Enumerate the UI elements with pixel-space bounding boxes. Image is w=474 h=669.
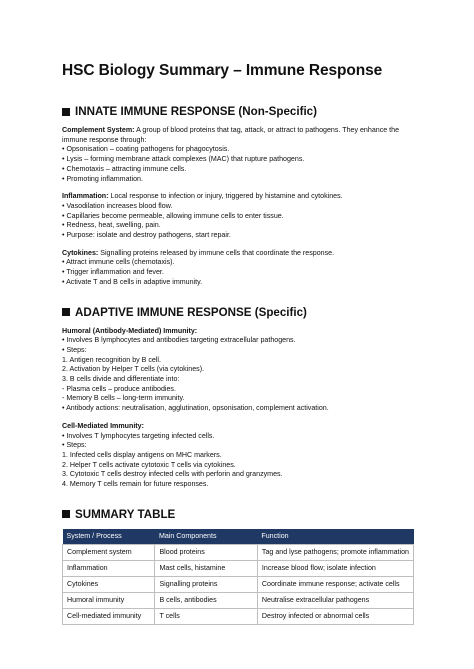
table-cell: Cytokines: [63, 576, 155, 592]
complement-intro-text: A group of blood proteins that tag, attack, or attract to pathogens. They enhance the immune response through:: [62, 126, 400, 144]
humoral-block: [62, 327, 414, 414]
list-item: 3. Cytotoxic T cells destroy infected cells with perforin and granzymes.: [62, 470, 283, 479]
humoral-label: Humoral (Antibody-Mediated) Immunity:: [62, 326, 198, 335]
list-item: • Purpose: isolate and destroy pathogens, start repair.: [62, 231, 231, 240]
list-item: • Opsonisation – coating pathogens for phagocytosis.: [62, 145, 230, 154]
square-bullet-icon: [62, 108, 70, 116]
table-cell: Inflammation: [63, 560, 155, 576]
cell-mediated-block: [62, 422, 414, 490]
list-item: 1. Infected cells display antigens on MHC markers.: [62, 450, 222, 459]
adaptive-heading-text: ADAPTIVE IMMUNE RESPONSE (Specific): [75, 305, 307, 319]
column-header: Main Components: [155, 529, 257, 545]
column-header: Function: [257, 529, 413, 545]
adaptive-heading: [62, 306, 414, 319]
table-cell: Coordinate immune response; activate cells: [257, 576, 413, 592]
list-item: • Involves T lymphocytes targeting infected cells.: [62, 431, 215, 440]
list-item: • Steps:: [62, 441, 87, 450]
table-cell: Complement system: [63, 544, 155, 560]
table-cell: Tag and lyse pathogens; promote inflammation: [257, 544, 413, 560]
list-item: • Chemotaxis – attracting immune cells.: [62, 164, 187, 173]
table-header-row: [63, 529, 414, 545]
list-item: 2. Helper T cells activate cytotoxic T cells via cytokines.: [62, 460, 236, 469]
list-item: 1. Antigen recognition by B cell.: [62, 355, 161, 364]
document-page: [62, 62, 414, 625]
list-item: - Memory B cells – long-term immunity.: [62, 394, 185, 403]
cytokines-label: Cytokines:: [62, 248, 99, 257]
inflammation-block: [62, 192, 414, 241]
list-item: • Attract immune cells (chemotaxis).: [62, 258, 175, 267]
table-row: [63, 560, 414, 576]
complement-label: Complement System:: [62, 126, 135, 134]
innate-heading: [62, 105, 414, 118]
table-cell: Signalling proteins: [155, 576, 257, 592]
summary-heading: [62, 508, 414, 521]
list-item: • Steps:: [62, 345, 87, 354]
list-item: • Activate T and B cells in adaptive immunity.: [62, 277, 203, 286]
complement-intro: [62, 126, 414, 145]
summary-table: [62, 529, 414, 625]
table-cell: T cells: [155, 608, 257, 624]
list-item: • Lysis – forming membrane attack complexes (MAC) that rupture pathogens.: [62, 155, 305, 164]
table-cell: B cells, antibodies: [155, 592, 257, 608]
list-item: • Involves B lymphocytes and antibodies targeting extracellular pathogens.: [62, 336, 296, 345]
cell-mediated-label: Cell-Mediated Immunity:: [62, 421, 144, 430]
list-item: 4. Memory T cells remain for future responses.: [62, 480, 209, 489]
list-item: • Trigger inflammation and fever.: [62, 268, 164, 277]
square-bullet-icon: [62, 308, 70, 316]
table-cell: Humoral immunity: [63, 592, 155, 608]
table-cell: Increase blood flow; isolate infection: [257, 560, 413, 576]
inflammation-label: Inflammation:: [62, 192, 109, 201]
list-item: 3. B cells divide and differentiate into:: [62, 375, 180, 384]
table-cell: Cell-mediated immunity: [63, 608, 155, 624]
table-cell: Blood proteins: [155, 544, 257, 560]
cytokines-block: [62, 249, 414, 288]
cytokines-intro: [62, 249, 414, 259]
list-item: • Redness, heat, swelling, pain.: [62, 221, 161, 230]
column-header: System / Process: [63, 529, 155, 545]
table-cell: Mast cells, histamine: [155, 560, 257, 576]
table-row: [63, 592, 414, 608]
list-item: 2. Activation by Helper T cells (via cytokines).: [62, 365, 205, 374]
table-cell: Destroy infected or abnormal cells: [257, 608, 413, 624]
complement-block: [62, 126, 414, 184]
table-row: [63, 608, 414, 624]
inflammation-intro: [62, 192, 414, 202]
page-title: HSC Biology Summary – Immune Response: [62, 62, 383, 79]
list-item: • Promoting inflammation.: [62, 174, 143, 183]
inflammation-intro-text: Local response to infection or injury, triggered by histamine and cytokines.: [110, 192, 343, 201]
list-item: • Capillaries become permeable, allowing immune cells to enter tissue.: [62, 211, 284, 220]
innate-heading-text: INNATE IMMUNE RESPONSE (Non-Specific): [75, 105, 317, 118]
table-row: [63, 576, 414, 592]
cytokines-intro-text: Signalling proteins released by immune cells that coordinate the response.: [100, 248, 335, 257]
list-item: • Vasodilation increases blood flow.: [62, 201, 173, 210]
square-bullet-icon: [62, 510, 70, 518]
list-item: - Plasma cells – produce antibodies.: [62, 384, 176, 393]
table-row: [63, 544, 414, 560]
list-item: • Antibody actions: neutralisation, agglutination, opsonisation, complement activation.: [62, 404, 329, 413]
table-cell: Neutralise extracellular pathogens: [257, 592, 413, 608]
summary-heading-text: SUMMARY TABLE: [75, 507, 176, 521]
